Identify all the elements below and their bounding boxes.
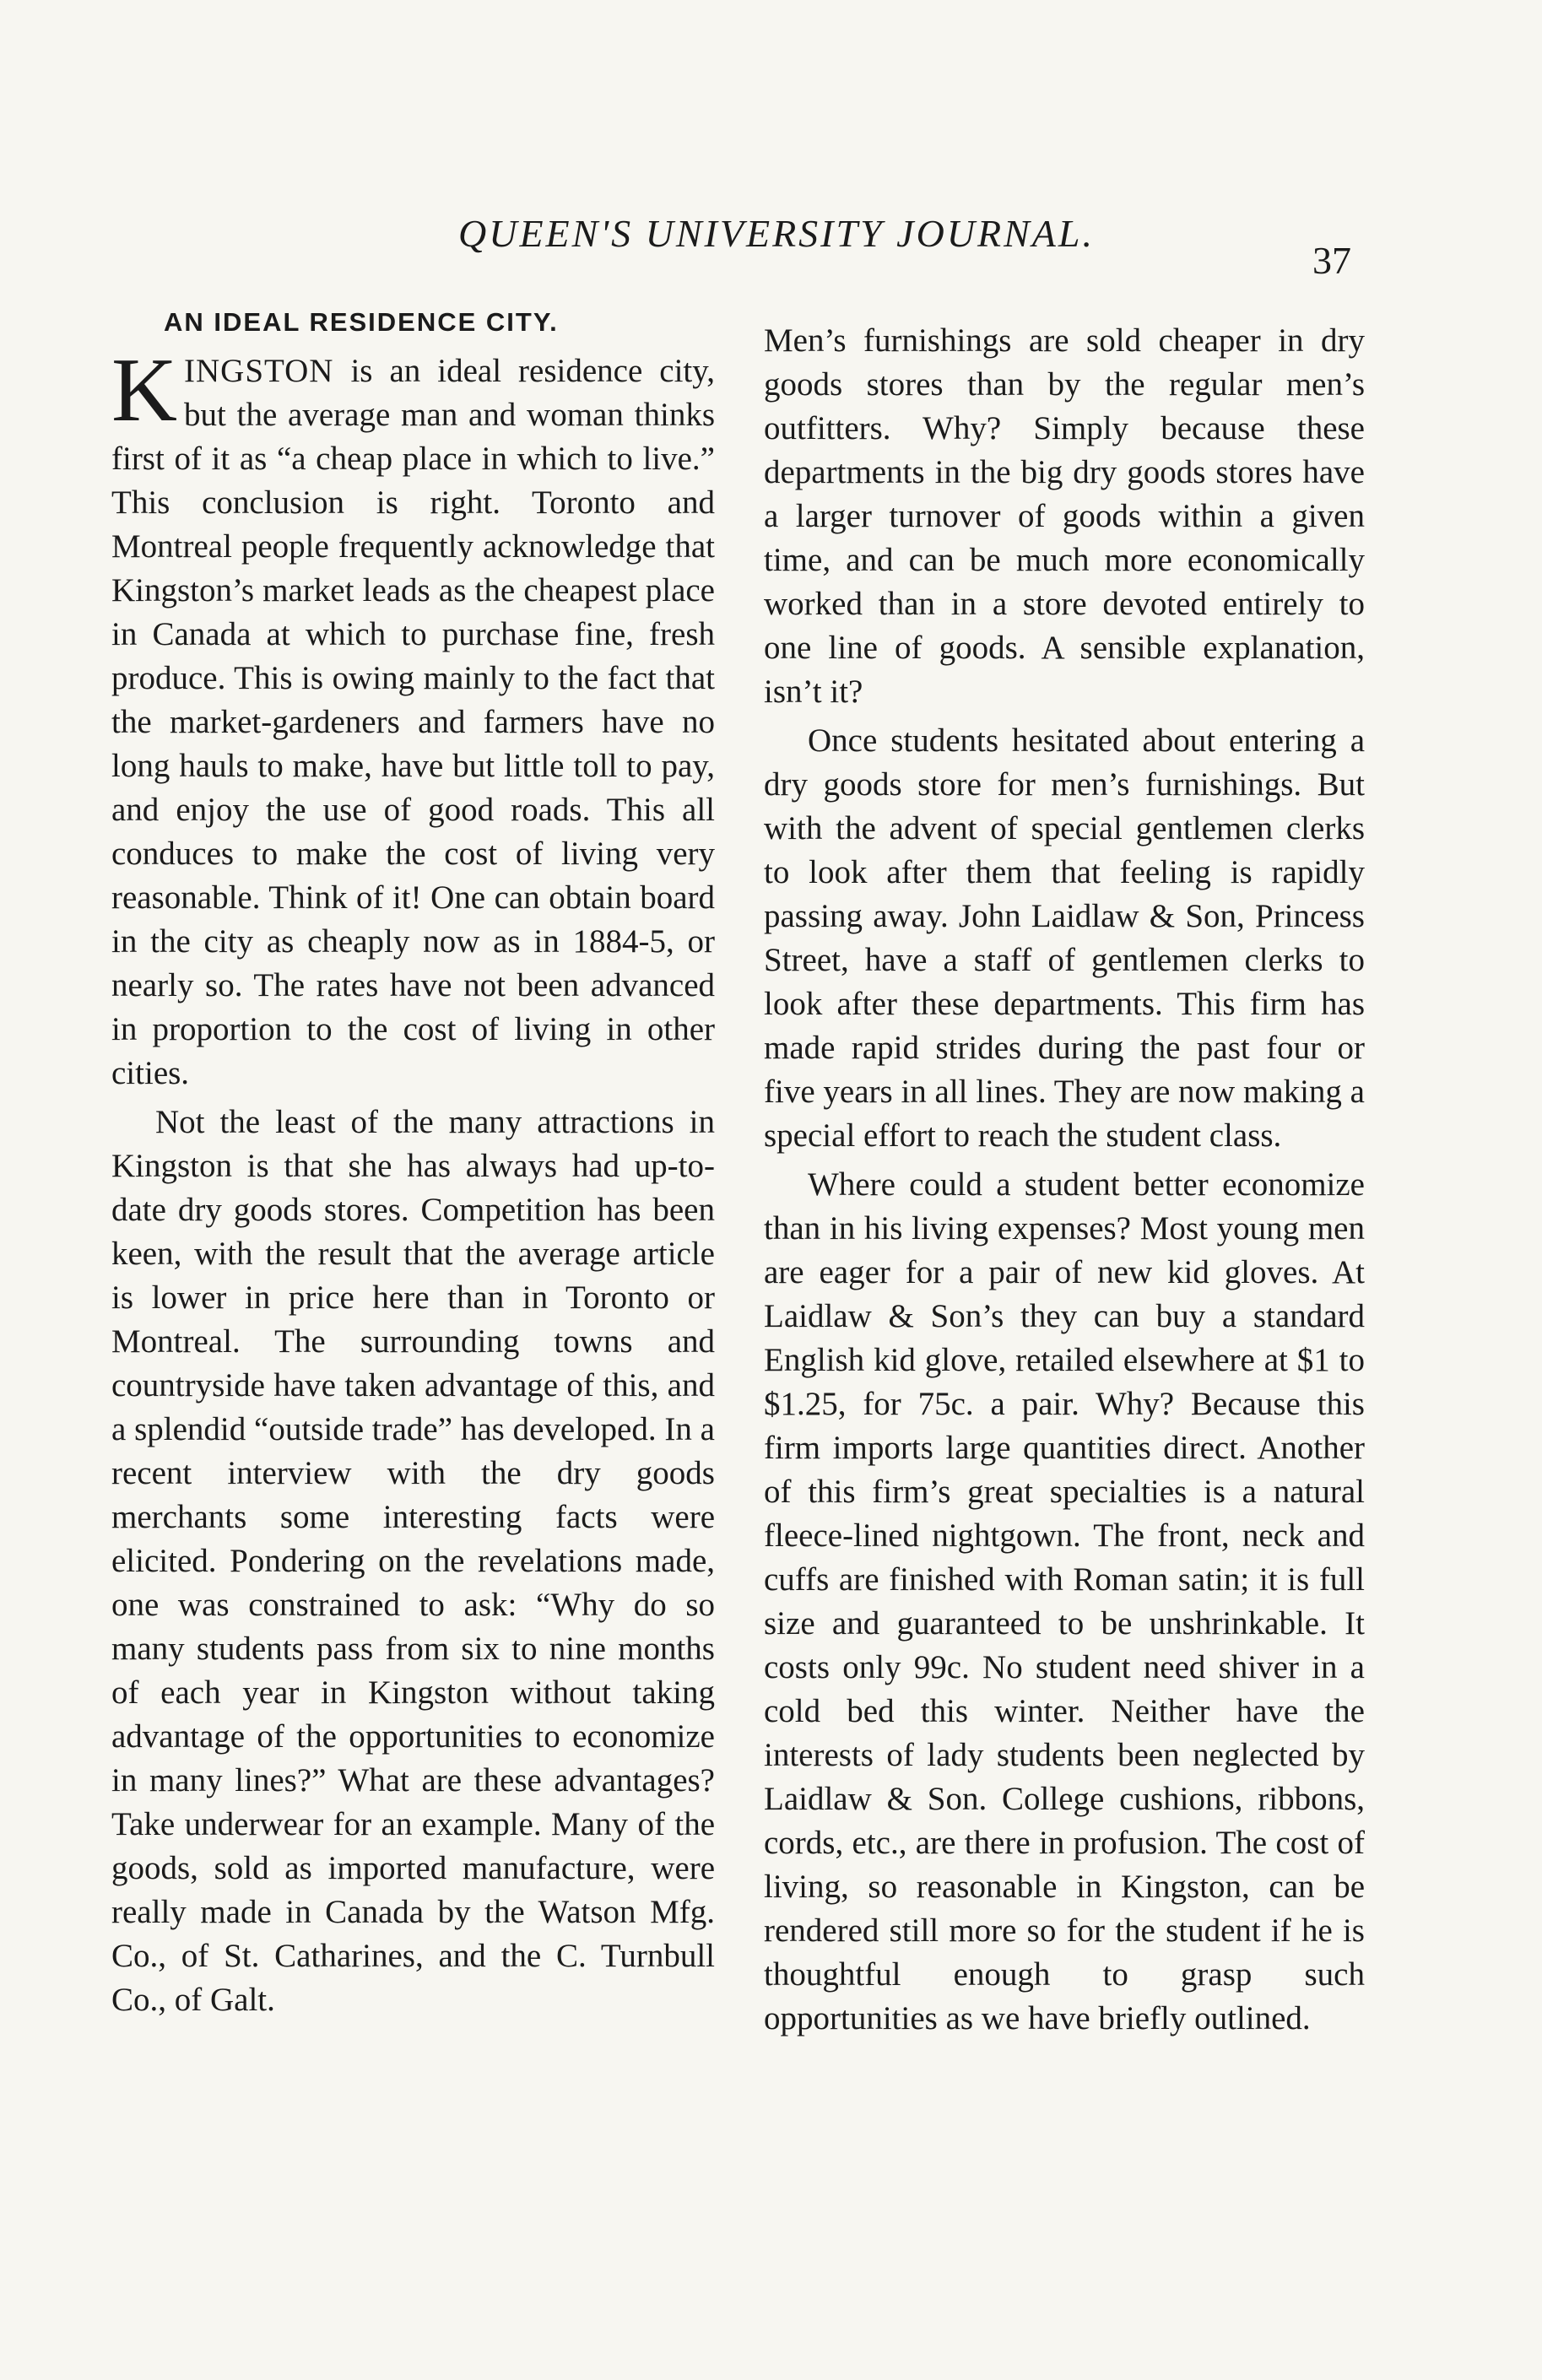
left-column bbox=[111, 304, 715, 2022]
right-column bbox=[764, 319, 1365, 2041]
page-number: 37 bbox=[1312, 239, 1351, 282]
article-paragraph-5: Where could a student better economize than in his living expenses? Most young men are eager for a pair of new kid gloves. At Laidlaw & Son’s they can buy a standard English kid glove, retailed elsewhere at $1 to $1.25, for 75c. a pair. Why? Because this firm imports large quantities direct. Another of this firm’s great specialties is a natural fleece-lined nightgown. The front, neck and cuffs are finished with Roman satin; it is full size and guaranteed to be unshrinkable. It costs only 99c. No student need shiver in a cold bed this winter. Neither have the interests of lady students been neglected by Laidlaw & Son. College cushions, ribbons, cords, etc., are there in profusion. The cost of living, so reasonable in Kingston, can be rendered still more so for the student if he is thoughtful enough to grasp such opportunities as we have briefly outlined. bbox=[764, 1166, 1365, 2037]
article-paragraph-1 bbox=[111, 340, 715, 1095]
article-headline: AN IDEAL RESIDENCE CITY. bbox=[164, 307, 559, 337]
article-paragraph-3: Men’s furnishings are sold cheaper in dry goods stores than by the regular men’s outfitters. Why? Simply because these departments in the big dry goods stores have a larger turnover of goods within a given time, and can be much more economically worked than in a store devoted entirely to one line of goods. A sensible explanation, isn’t it? bbox=[764, 322, 1365, 710]
article-paragraph-2: Not the least of the many attractions in Kingston is that she has always had up-to-date dry goods stores. Competition has been keen, with the result that the average article is lower in price here than in Toronto or Montreal. The surrounding towns and countryside have taken advantage of this, and a splendid “outside trade” has developed. In a recent interview with the dry goods merchants some interesting facts were elicited. Pondering on the revelations made, one was constrained to ask: “Why do so many students pass from six to nine months of each year in Kingston without taking advantage of the opportunities to economize in many lines?” What are these advantages? Take underwear for an example. Many of the goods, sold as imported manufacture, were really made in Canada by the Watson Mfg. Co., of St. Catharines, and the C. Turnbull Co., of Galt. bbox=[111, 1104, 715, 2018]
article-paragraph-4: Once students hesitated about entering a dry goods store for men’s furnishings. But with the advent of special gentlemen clerks to look after them that feeling is rapidly passing away. John Laidlaw & Son, Princess Street, have a staff of gentlemen clerks to look after these departments. This firm has made rapid strides during the past four or five years in all lines. They are now making a special effort to reach the student class. bbox=[764, 722, 1365, 1154]
lead-word: INGSTON bbox=[184, 353, 334, 389]
drop-cap: K bbox=[111, 340, 177, 441]
running-head-journal-title: QUEEN'S UNIVERSITY JOURNAL. bbox=[458, 212, 1095, 255]
paragraph-1-text: is an ideal residence city, but the average man and woman thinks first of it as “a cheap place in which to live.” This conclusion is right. Toronto and Montreal people frequently acknowledge that Kingston’s market leads as the cheapest place in Canada at which to purchase fine, fresh produce. This is owing mainly to the fact that the market-gardeners and farmers have no long hauls to make, have but little toll to pay, and enjoy the use of good roads. This all conduces to make the cost of living very reasonable. Think of it! One can obtain board in the city as cheaply now as in 1884-5, or nearly so. The rates have not been advanced in proportion to the cost of living in other cities. bbox=[111, 353, 715, 1091]
